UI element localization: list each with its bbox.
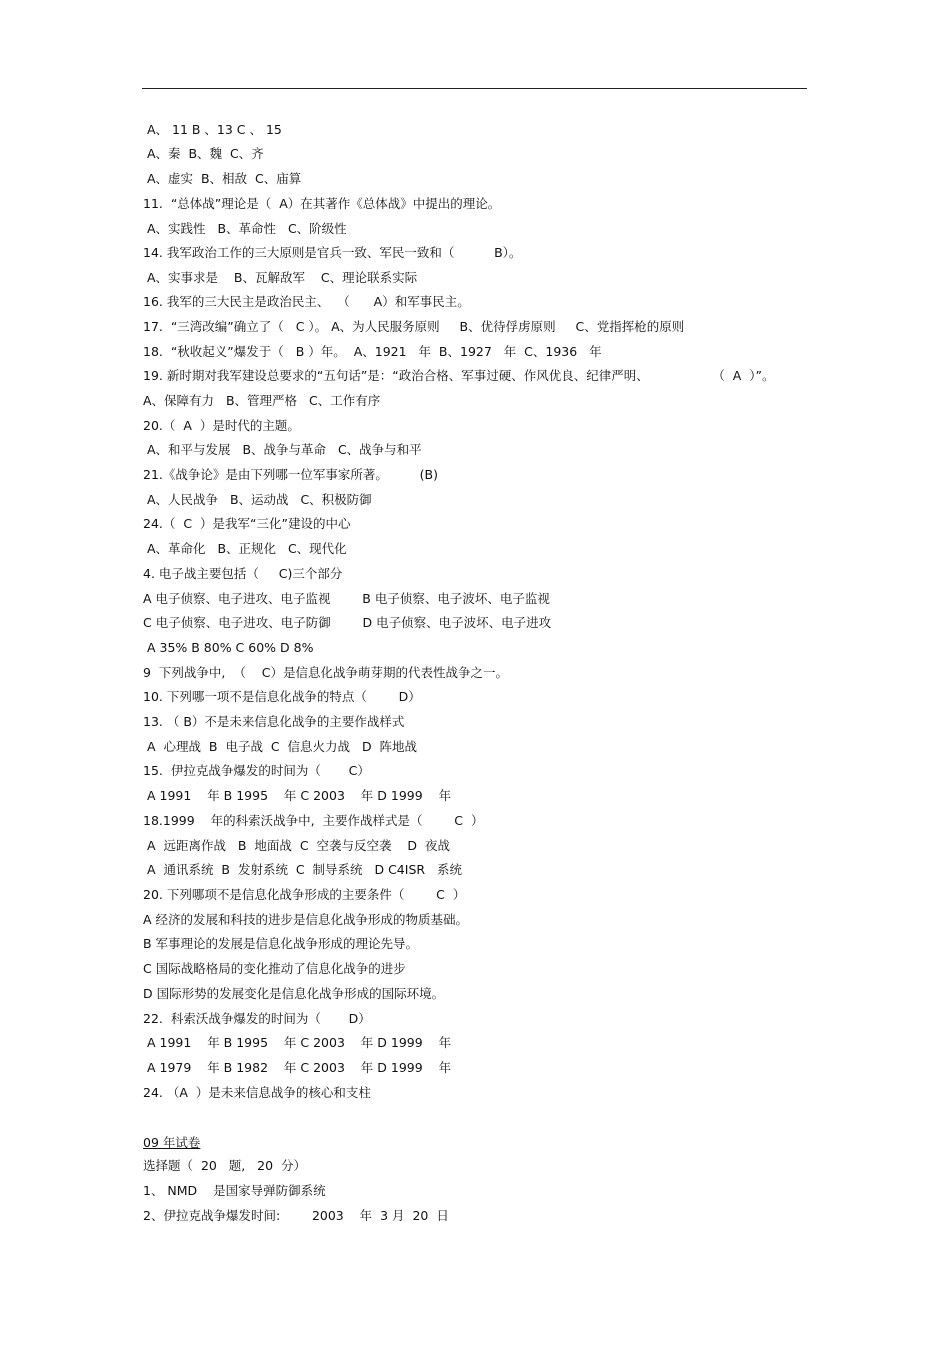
text-line: 16. 我军的三大民主是政治民主、 （ A）和军事民主。: [143, 294, 470, 309]
text-line: 19. 新时期对我军建设总要求的“五句话”是：“政治合格、军事过硬、作风优良、纪律严明、 （ A ）”。: [143, 368, 775, 383]
exam-line: 2、伊拉克战争爆发时间: 2003 年 3 月 20 日: [143, 1208, 449, 1223]
text-line: A、 11 B 、13 C 、 15: [143, 122, 282, 137]
text-line: 17. “三湾改编”确立了（ C ）。 A、为人民服务原则 B、优待俘虏原则 C、党指挥枪的原则: [143, 319, 685, 334]
text-line: A、秦 B、魏 C、齐: [143, 146, 264, 161]
text-line: A 35% B 80% C 60% D 8%: [143, 640, 314, 655]
text-line: D 国际形势的发展变化是信息化战争形成的国际环境。: [143, 986, 445, 1001]
text-line: A、虚实 B、相敌 C、庙算: [143, 171, 302, 186]
text-line: A 1979 年 B 1982 年 C 2003 年 D 1999 年: [143, 1060, 452, 1075]
text-line: A 远距离作战 B 地面战 C 空袭与反空袭 D 夜战: [143, 838, 451, 853]
text-line: B 军事理论的发展是信息化战争形成的理论先导。: [143, 936, 419, 951]
text-line: 4. 电子战主要包括（ C)三个部分: [143, 566, 343, 581]
text-line: C 国际战略格局的变化推动了信息化战争的进步: [143, 961, 406, 976]
text-line: 22. 科索沃战争爆发的时间为（ D）: [143, 1011, 371, 1026]
text-line: 9 下列战争中, （ C）是信息化战争萌芽期的代表性战争之一。: [143, 665, 508, 680]
text-line: 15. 伊拉克战争爆发的时间为（ C）: [143, 763, 370, 778]
text-line: 21.《战争论》是由下列哪一位军事家所著。 (B): [143, 467, 438, 482]
text-line: A、革命化 B、正规化 C、现代化: [143, 541, 347, 556]
text-line: A 通讯系统 B 发射系统 C 制导系统 D C4ISR 系统: [143, 862, 462, 877]
exam-line: 选择题（ 20 题, 20 分）: [143, 1158, 307, 1173]
text-line: 18.1999 年的科索沃战争中, 主要作战样式是（ C ）: [143, 813, 484, 828]
text-line: 11. “总体战”理论是（ A）在其著作《总体战》中提出的理论。: [143, 196, 501, 211]
exam-line: 1、 NMD 是国家导弹防御系统: [143, 1183, 326, 1198]
text-line: A 1991 年 B 1995 年 C 2003 年 D 1999 年: [143, 1035, 452, 1050]
text-line: 20. 下列哪项不是信息化战争形成的主要条件（ C ）: [143, 887, 466, 902]
text-line: C 电子侦察、电子进攻、电子防御 D 电子侦察、电子波坏、电子进攻: [143, 615, 552, 630]
text-line: 14. 我军政治工作的三大原则是官兵一致、军民一致和（ B）。: [143, 245, 522, 260]
exam-title: 09 年试卷: [143, 1135, 201, 1150]
header-rule: [142, 88, 807, 89]
text-line: A、实践性 B、革命性 C、阶级性: [143, 221, 347, 236]
text-line: 24.（ C ）是我军“三化”建设的中心: [143, 516, 351, 531]
text-line: 24. （A ）是未来信息战争的核心和支柱: [143, 1085, 371, 1100]
text-line: A 1991 年 B 1995 年 C 2003 年 D 1999 年: [143, 788, 452, 803]
text-line: A 经济的发展和科技的进步是信息化战争形成的物质基础。: [143, 912, 469, 927]
text-line: 18. “秋收起义”爆发于（ B ）年。 A、1921 年 B、1927 年 C、1936 年: [143, 344, 602, 359]
text-line: A、和平与发展 B、战争与革命 C、战争与和平: [143, 442, 422, 457]
text-line: A、人民战争 B、运动战 C、积极防御: [143, 492, 372, 507]
text-line: 10. 下列哪一项不是信息化战争的特点（ D）: [143, 689, 421, 704]
text-line: A、保障有力 B、管理严格 C、工作有序: [143, 393, 381, 408]
text-line: 13. （ B）不是未来信息化战争的主要作战样式: [143, 714, 405, 729]
text-line: 20.（ A ）是时代的主题。: [143, 418, 300, 433]
text-line: A 心理战 B 电子战 C 信息火力战 D 阵地战: [143, 739, 418, 754]
text-line: A 电子侦察、电子进攻、电子监视 B 电子侦察、电子波坏、电子监视: [143, 591, 550, 606]
text-line: A、实事求是 B、瓦解敌军 C、理论联系实际: [143, 270, 418, 285]
